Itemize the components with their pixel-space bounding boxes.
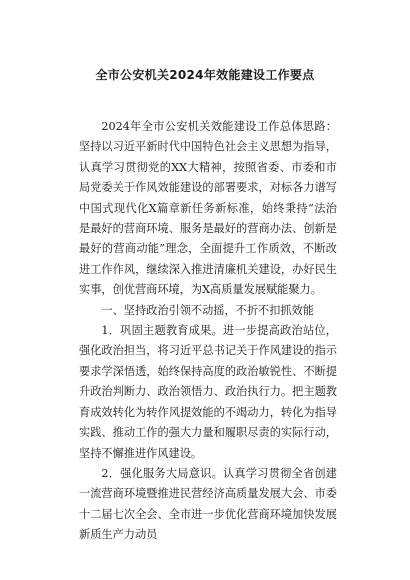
list-item-1: 1．巩固主题教育成果。进一步提高政治站位，强化政治担当，将习近平总书记关于作风建设的指示要求学深悟透，始终保持高度的政治敏锐性、不断提升政治判断力、政治领悟力、政治执行力。把主题教育成效转化为转作风提效能的不竭动力，转化为指导实践、推动工作的强大力量和履职尽责的实际行动，坚持不懈推进作风建设。 <box>79 324 337 460</box>
section-heading: 一、坚持政治引领不动摇，不折不扣抓效能 <box>101 303 314 317</box>
intro-paragraph: 2024年全市公安机关效能建设工作总体思路：坚持以习近平新时代中国特色社会主义思想为指导，认真学习贯彻党的XX大精神，按照省委、市委和市局党委关于作风效能建设的部署要求，对标各力谱写中国式现代化X篇章新任务新标准，始终秉持“法治是最好的营商环境、服务是最好的营商办法、创新是最好的营商动能”理念，全面提升工作质效，不断改进工作作风，继续深入推进清廉机关建设，办好民生实事，创优营商环境，为X高质量发展赋能聚力。 <box>79 120 337 297</box>
document-title: 全市公安机关2024年效能建设工作要点 <box>95 68 315 82</box>
document-body <box>79 117 337 546</box>
list-item-2: 2．强化服务大局意识。认真学习贯彻全省创建一流营商环境暨推进民营经济高质量发展大会、市委十二届七次全会、全市进一步优化营商环境加快发展新质生产力动员 <box>79 466 337 542</box>
